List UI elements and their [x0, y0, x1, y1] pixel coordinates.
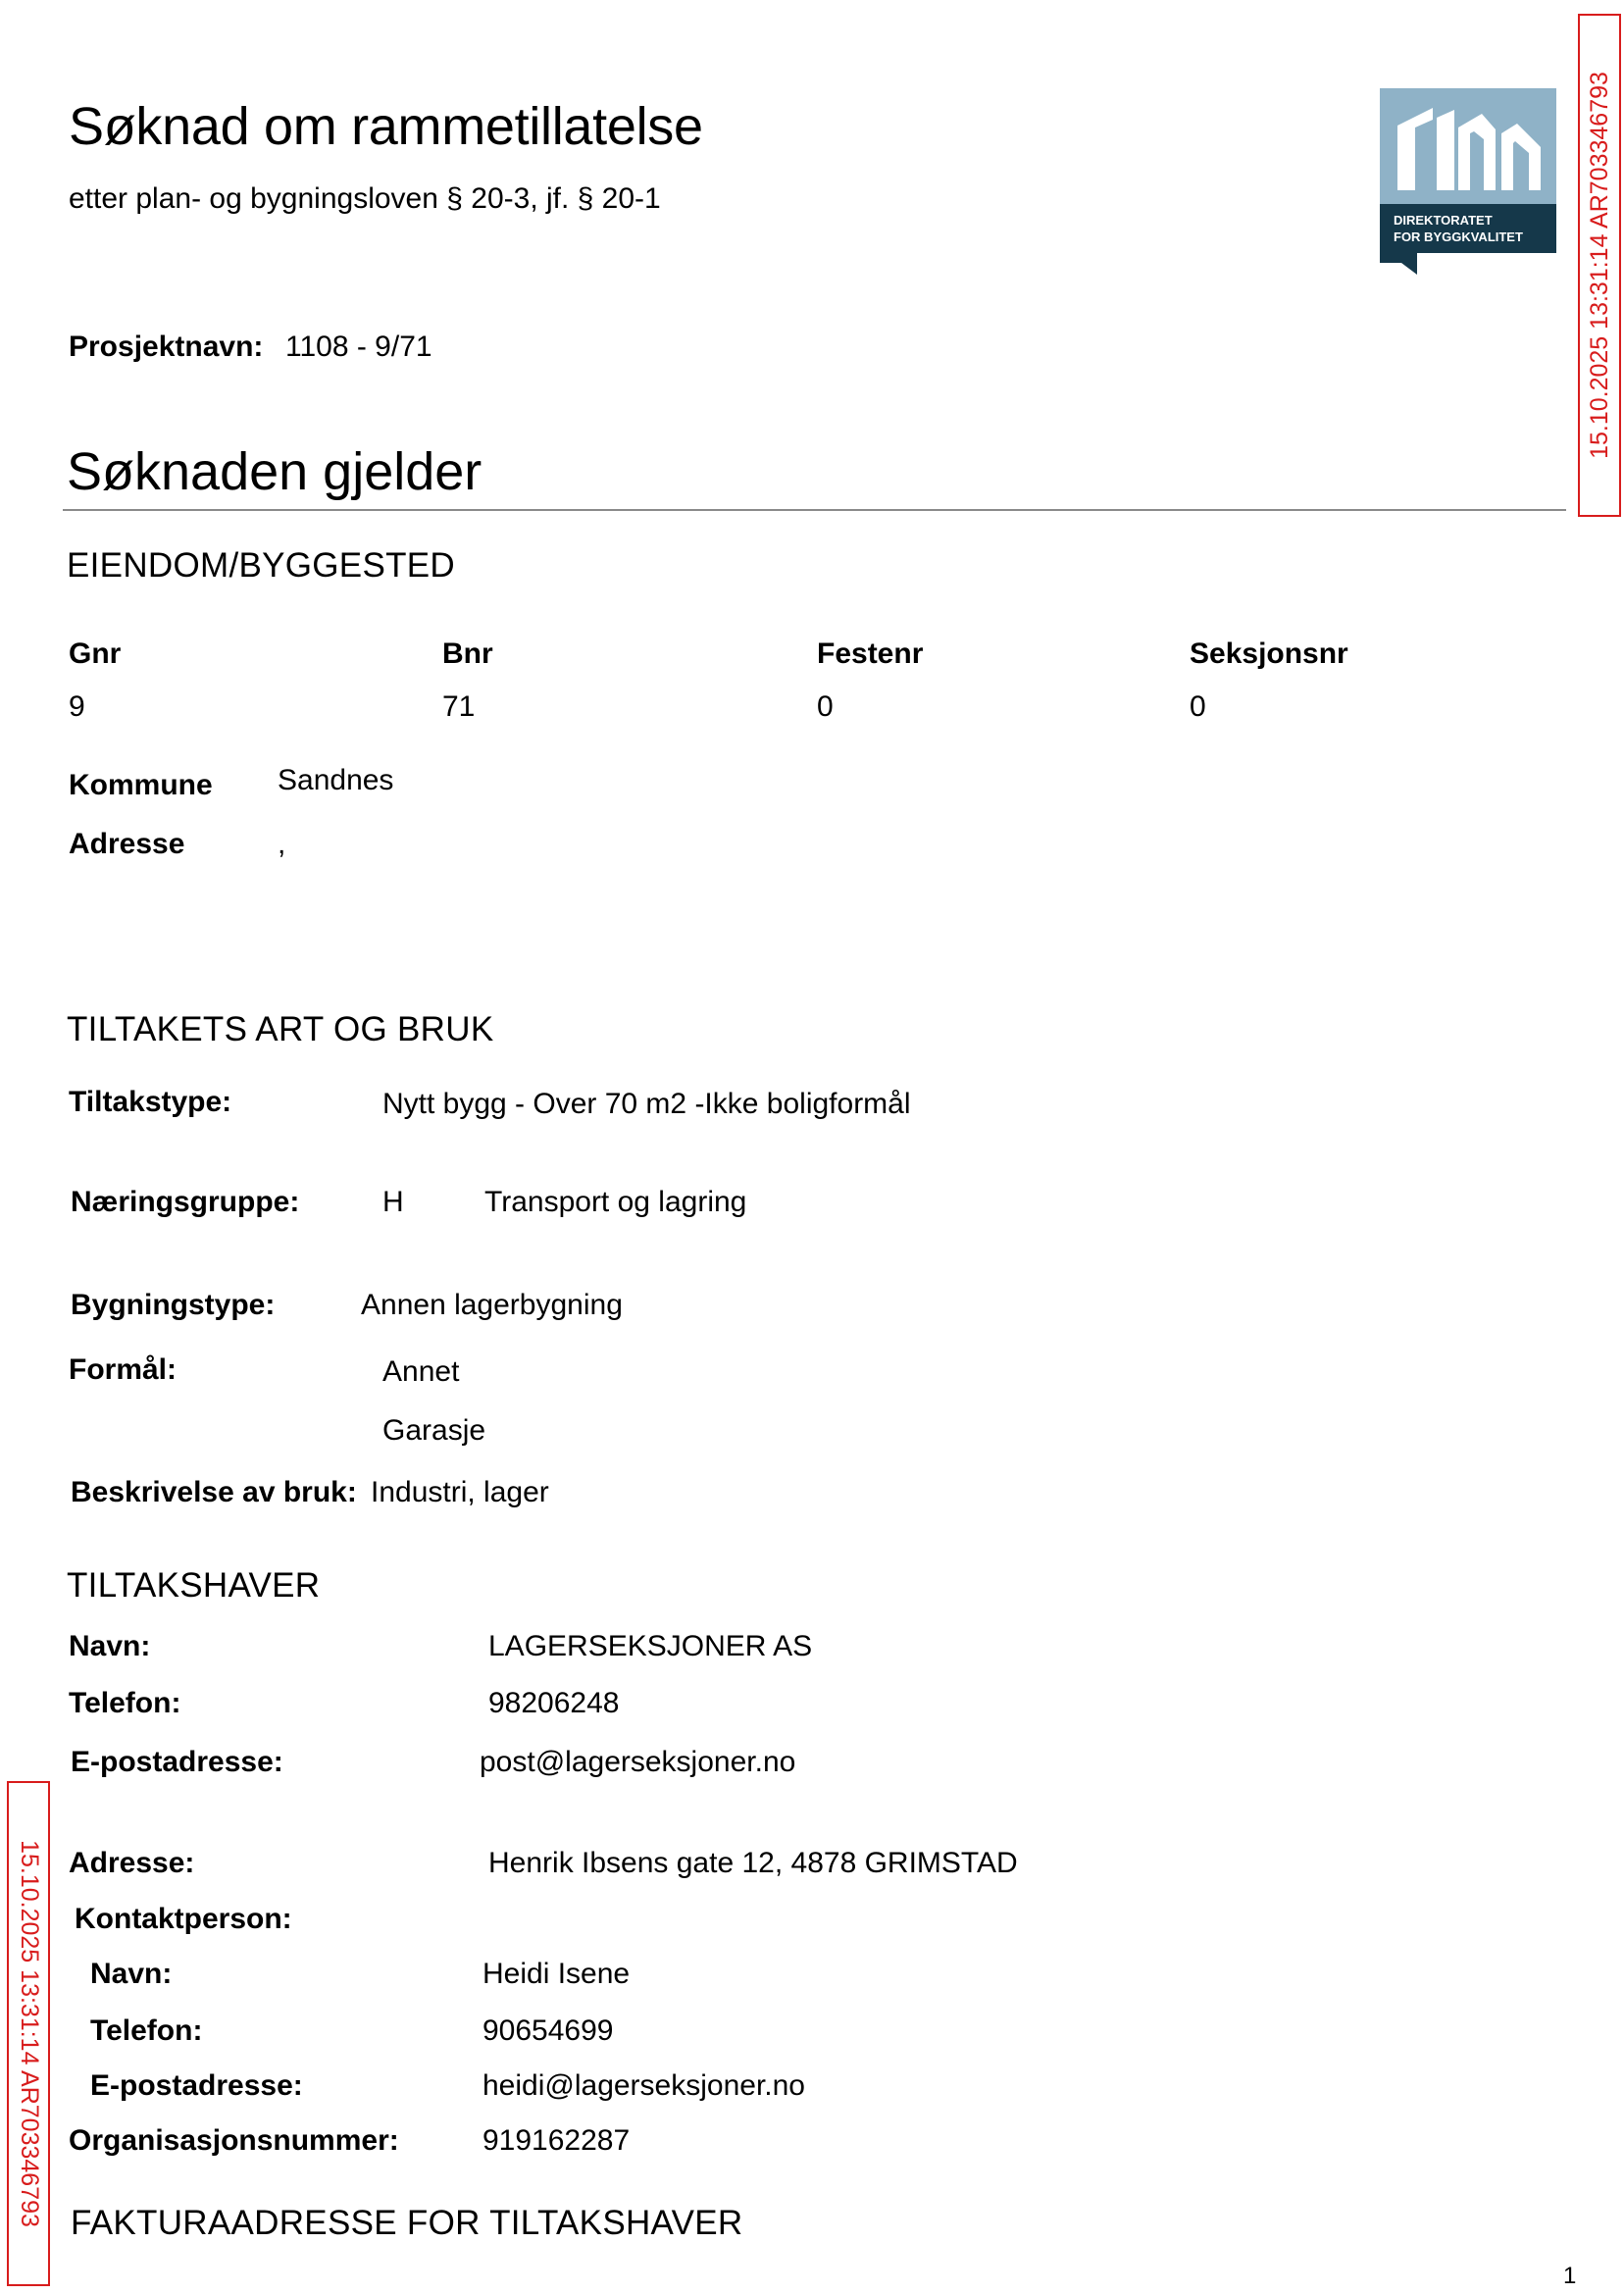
- formal-value-1: Annet: [382, 1355, 460, 1388]
- tiltakshaver-heading: TILTAKSHAVER: [67, 1566, 321, 1605]
- kommune-value: Sandnes: [278, 764, 394, 796]
- bygningstype-label: Bygningstype:: [71, 1289, 276, 1321]
- project-name-label: Prosjektnavn:: [69, 331, 264, 363]
- tiltakshaver-epost-label: E-postadresse:: [71, 1746, 283, 1778]
- dibk-logo: [1380, 88, 1556, 275]
- kontakt-telefon-value: 90654699: [482, 2014, 614, 2047]
- section-title: Søknaden gjelder: [67, 442, 482, 501]
- beskrivelse-label: Beskrivelse av bruk:: [71, 1476, 357, 1508]
- section-divider: [63, 509, 1566, 511]
- tiltakshaver-epost-value: post@lagerseksjoner.no: [480, 1746, 796, 1778]
- bnr-label: Bnr: [442, 637, 493, 670]
- formal-label: Formål:: [69, 1353, 178, 1386]
- kontakt-navn-label: Navn:: [90, 1958, 173, 1990]
- orgnr-label: Organisasjonsnummer:: [69, 2124, 399, 2157]
- tiltakshaver-telefon-label: Telefon:: [69, 1687, 181, 1719]
- tiltakstype-value: Nytt bygg - Over 70 m2 -Ikke boligformål: [382, 1088, 911, 1120]
- gnr-value: 9: [69, 690, 85, 723]
- seksjonsnr-value: 0: [1190, 690, 1206, 723]
- tiltak-heading: TILTAKETS ART OG BRUK: [67, 1010, 494, 1048]
- logo-text-line2: FOR BYGGKVALITET: [1394, 229, 1523, 244]
- tiltakshaver-navn-label: Navn:: [69, 1630, 151, 1662]
- kontaktperson-label: Kontaktperson:: [75, 1903, 292, 1935]
- stamp-text: 15.10.2025 13:31:14 AR703346793: [1585, 72, 1613, 459]
- naeringsgruppe-label: Næringsgruppe:: [71, 1186, 300, 1218]
- kontakt-epost-value: heidi@lagerseksjoner.no: [482, 2069, 805, 2102]
- tiltakshaver-navn-value: LAGERSEKSJONER AS: [488, 1630, 813, 1662]
- bygningstype-value: Annen lagerbygning: [361, 1289, 623, 1321]
- tiltakshaver-adresse-label: Adresse:: [69, 1847, 195, 1879]
- page-number: 1: [1563, 2263, 1577, 2289]
- kontakt-epost-label: E-postadresse:: [90, 2069, 303, 2102]
- faktura-heading: FAKTURAADRESSE FOR TILTAKSHAVER: [71, 2204, 743, 2242]
- bnr-value: 71: [442, 690, 476, 723]
- document-subtitle: etter plan- og bygningsloven § 20-3, jf. § 20-1: [69, 182, 661, 215]
- received-stamp-bottom: [7, 1781, 50, 2286]
- kommune-label: Kommune: [69, 769, 213, 801]
- adresse-label: Adresse: [69, 828, 185, 860]
- festenr-label: Festenr: [817, 637, 924, 670]
- kontakt-navn-value: Heidi Isene: [482, 1958, 631, 1990]
- formal-value-2: Garasje: [382, 1414, 486, 1447]
- tiltakshaver-adresse-value: Henrik Ibsens gate 12, 4878 GRIMSTAD: [488, 1847, 1018, 1879]
- project-name-value: 1108 - 9/71: [285, 331, 432, 363]
- tiltakshaver-telefon-value: 98206248: [488, 1687, 620, 1719]
- festenr-value: 0: [817, 690, 834, 723]
- naeringsgruppe-value: Transport og lagring: [484, 1186, 747, 1218]
- kontakt-telefon-label: Telefon:: [90, 2014, 203, 2047]
- property-heading: EIENDOM/BYGGESTED: [67, 546, 455, 585]
- tiltakstype-label: Tiltakstype:: [69, 1086, 232, 1118]
- gnr-label: Gnr: [69, 637, 122, 670]
- seksjonsnr-label: Seksjonsnr: [1190, 637, 1348, 670]
- beskrivelse-value: Industri, lager: [371, 1476, 549, 1508]
- received-stamp-top: [1578, 14, 1621, 517]
- stamp-text: 15.10.2025 13:31:14 AR703346793: [15, 1840, 43, 2227]
- logo-text-line1: DIREKTORATET: [1394, 213, 1493, 228]
- naeringsgruppe-code: H: [382, 1186, 404, 1218]
- orgnr-value: 919162287: [482, 2124, 631, 2157]
- adresse-value: ,: [278, 828, 286, 860]
- document-title: Søknad om rammetillatelse: [69, 97, 703, 156]
